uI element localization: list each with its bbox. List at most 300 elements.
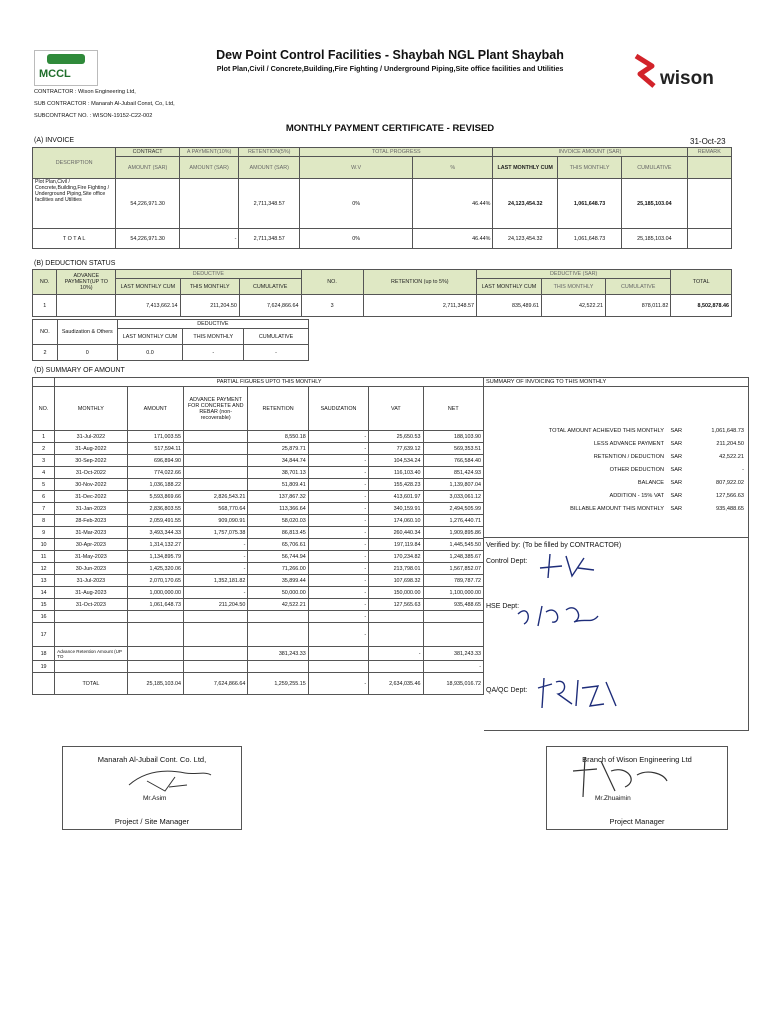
summary-cell: 517,594.11 — [127, 443, 183, 455]
summary-row — [33, 551, 484, 563]
invoicing-currency: SAR — [670, 428, 682, 434]
mccl-logo — [34, 50, 98, 86]
summary-h-empty — [33, 378, 55, 387]
summary-cell: 789,787.72 — [423, 575, 483, 587]
summary-cell: - — [308, 431, 368, 443]
summary-cell: - — [183, 551, 247, 563]
summary-row — [33, 611, 484, 623]
qaqc-dept-signature — [532, 674, 622, 714]
summary-cell: 1,276,440.71 — [423, 515, 483, 527]
summary-cell: 15 — [33, 599, 55, 611]
saud-h-last: LAST MONTHLY CUM — [117, 329, 183, 345]
summary-cell: 42,522.21 — [248, 599, 308, 611]
summary-cell: - — [308, 467, 368, 479]
summary-cell: 31-May-2023 — [55, 551, 127, 563]
deduction-h-cum2: CUMULATIVE — [605, 279, 670, 295]
summary-cell: 5 — [33, 479, 55, 491]
summary-total-cell: - — [308, 673, 368, 695]
summary-h-vat: VAT — [369, 387, 423, 431]
subcontract-no-line: SUBCONTRACT NO. : WISON-19152-C22-002 — [34, 113, 153, 119]
summary-cell — [183, 455, 247, 467]
control-dept-signature — [532, 548, 602, 582]
invoicing-currency: SAR — [670, 454, 682, 460]
summary-cell: 7 — [33, 503, 55, 515]
summary-cell: 30-Apr-2023 — [55, 539, 127, 551]
summary-cell: - — [308, 539, 368, 551]
invoicing-summary-row — [484, 467, 748, 480]
summary-cell: 127,565.63 — [369, 599, 423, 611]
summary-cell: 18 — [33, 647, 55, 661]
summary-cell: - — [308, 599, 368, 611]
subcontractor-name: Mr.Asim — [143, 795, 167, 802]
summary-cell: 171,003.55 — [127, 431, 183, 443]
summary-cell: 851,424.93 — [423, 467, 483, 479]
summary-cell: 211,204.50 — [183, 599, 247, 611]
summary-cell: 2,070,170.65 — [127, 575, 183, 587]
invoice-total-cell: - — [179, 229, 239, 249]
summary-cell: 71,266.00 — [248, 563, 308, 575]
invoicing-currency: SAR — [670, 480, 682, 486]
summary-cell: 31-Jul-2022 — [55, 431, 127, 443]
summary-cell: 696,894.90 — [127, 455, 183, 467]
deduction-h-no2: NO. — [301, 270, 363, 295]
subcontractor-signature-box — [62, 746, 242, 830]
section-b-label: (B) DEDUCTION STATUS — [34, 260, 116, 267]
summary-cell — [369, 661, 423, 673]
summary-total-blank — [33, 673, 55, 695]
deduction-h-retention: RETENTION (up to 5%) — [363, 270, 476, 295]
invoicing-summary-panel — [484, 377, 749, 538]
summary-cell: 65,706.61 — [248, 539, 308, 551]
summary-cell: 174,060.10 — [369, 515, 423, 527]
invoicing-currency: SAR — [670, 493, 682, 499]
summary-cell: 213,798.01 — [369, 563, 423, 575]
summary-cell — [55, 661, 127, 673]
summary-h-no: NO. — [33, 387, 55, 431]
summary-cell: - — [308, 611, 368, 623]
summary-cell: 31-Aug-2022 — [55, 443, 127, 455]
summary-cell: 56,744.94 — [248, 551, 308, 563]
invoice-h-description: DESCRIPTION — [33, 148, 116, 179]
deduction-h-last: LAST MONTHLY CUM — [116, 279, 180, 295]
summary-cell — [183, 467, 247, 479]
summary-h-retention: RETENTION — [248, 387, 308, 431]
summary-cell: 31-Oct-2023 — [55, 599, 127, 611]
contractor-line: CONTRACTOR : Wison Engineering Ltd, — [34, 89, 136, 95]
summary-cell: 197,119.84 — [369, 539, 423, 551]
invoicing-summary-row — [484, 506, 748, 519]
invoice-total-cell: 25,185,103.04 — [622, 229, 687, 249]
section-d-label: (D) SUMMARY OF AMOUNT — [34, 367, 125, 374]
invoice-cell: 0% — [300, 179, 413, 229]
deduction-h-deductive-sar: DEDUCTIVE (SAR) — [476, 270, 670, 279]
summary-row — [33, 443, 484, 455]
summary-h-net: NET — [423, 387, 483, 431]
deduction-h-total: TOTAL — [671, 270, 732, 295]
summary-cell: - — [183, 587, 247, 599]
summary-cell: 4 — [33, 467, 55, 479]
saudization-table — [32, 319, 309, 361]
summary-cell — [423, 611, 483, 623]
summary-cell: 1 — [33, 431, 55, 443]
summary-cell: 31-Oct-2022 — [55, 467, 127, 479]
summary-cell: 14 — [33, 587, 55, 599]
summary-cell: 2 — [33, 443, 55, 455]
summary-cell: 3 — [33, 455, 55, 467]
wison-logo-icon — [630, 52, 664, 92]
summary-cell: 774,022.66 — [127, 467, 183, 479]
summary-row — [33, 455, 484, 467]
saud-h-cum: CUMULATIVE — [244, 329, 309, 345]
certificate-title: MONTHLY PAYMENT CERTIFICATE - REVISED — [285, 123, 495, 134]
hse-dept-label: HSE Dept: — [486, 603, 520, 610]
deduction-h-cum: CUMULATIVE — [239, 279, 301, 295]
summary-cell: - — [308, 455, 368, 467]
invoicing-value: 211,204.50 — [716, 441, 744, 447]
contractor-role: Project Manager — [609, 817, 665, 826]
invoice-h-this: THIS MONTHLY — [557, 157, 621, 179]
summary-cell: 3,033,061.12 — [423, 491, 483, 503]
deduction-cell: 7,624,866.64 — [239, 295, 301, 317]
invoicing-summary-row — [484, 441, 748, 454]
deduction-cell: 1 — [33, 295, 57, 317]
verified-by-label: Verified by: (To be filled by CONTRACTOR) — [486, 542, 622, 549]
invoicing-summary-items — [484, 428, 748, 519]
deduction-cell: 2,711,348.57 — [363, 295, 476, 317]
summary-total-row — [33, 673, 484, 695]
deduction-h-last2: LAST MONTHLY CUM — [476, 279, 541, 295]
summary-cell: - — [308, 515, 368, 527]
invoice-total-cell: 1,061,648.73 — [557, 229, 621, 249]
summary-cell: 1,061,648.73 — [127, 599, 183, 611]
summary-cell: 51,809.41 — [248, 479, 308, 491]
summary-cell — [248, 623, 308, 647]
contractor-signature — [567, 751, 687, 801]
summary-cell: 2,059,491.55 — [127, 515, 183, 527]
summary-cell: 2,826,543.21 — [183, 491, 247, 503]
document-header-subtitle: Plot Plan,Civil / Concrete,Building,Fire Fighting / Underground Piping,Site office facilities and Utilities — [216, 64, 564, 73]
invoice-h-contract: CONTRACT — [116, 148, 180, 157]
summary-row — [33, 599, 484, 611]
invoice-cell — [179, 179, 239, 229]
summary-cell: 1,425,320.06 — [127, 563, 183, 575]
invoicing-currency: SAR — [670, 467, 682, 473]
summary-cell: - — [308, 563, 368, 575]
summary-cell: 28-Feb-2023 — [55, 515, 127, 527]
deduction-cell: 211,204.50 — [180, 295, 239, 317]
summary-cell — [183, 431, 247, 443]
summary-cell: 766,584.40 — [423, 455, 483, 467]
summary-cell: 34,844.74 — [248, 455, 308, 467]
deduction-h-this2: THIS MONTHLY — [541, 279, 605, 295]
summary-cell — [423, 623, 483, 647]
summary-cell: 12 — [33, 563, 55, 575]
invoice-h-cum: CUMULATIVE — [622, 157, 687, 179]
invoice-row — [33, 179, 732, 229]
summary-cell: 30-Sep-2022 — [55, 455, 127, 467]
invoice-cell: 54,226,971.30 — [116, 179, 180, 229]
summary-row — [33, 647, 484, 661]
summary-cell: - — [308, 575, 368, 587]
certificate-date: 31-Oct-23 — [690, 137, 726, 146]
deduction-cell: 7,413,662.14 — [116, 295, 180, 317]
summary-cell: 31-Jul-2023 — [55, 575, 127, 587]
summary-cell: 10 — [33, 539, 55, 551]
summary-cell — [308, 661, 368, 673]
invoice-h-retention: RETENTION(5%) — [239, 148, 300, 157]
summary-cell: 50,000.00 — [248, 587, 308, 599]
summary-cell: - — [308, 443, 368, 455]
summary-cell — [369, 623, 423, 647]
summary-cell: 13 — [33, 575, 55, 587]
summary-cell — [127, 661, 183, 673]
summary-cell — [183, 623, 247, 647]
summary-cell: 909,090.91 — [183, 515, 247, 527]
deduction-row — [33, 295, 732, 317]
summary-cell — [248, 611, 308, 623]
summary-cell: - — [183, 563, 247, 575]
summary-row — [33, 623, 484, 647]
summary-cell: 30-Nov-2022 — [55, 479, 127, 491]
summary-partial-label: PARTIAL FIGURES UPTO THIS MONTHLY — [55, 378, 484, 387]
invoice-h-advance: A PAYMENT(10%) — [179, 148, 239, 157]
summary-cell: 1,100,000.00 — [423, 587, 483, 599]
summary-row — [33, 491, 484, 503]
summary-row — [33, 587, 484, 599]
summary-cell: 31-Dec-2022 — [55, 491, 127, 503]
summary-row — [33, 515, 484, 527]
summary-cell: 31-Mar-2023 — [55, 527, 127, 539]
sub-contractor-line: SUB CONTRACTOR : Manarah Al-Jubail Const, Co, Ltd, — [34, 101, 175, 107]
summary-cell — [55, 611, 127, 623]
summary-cell: 340,159.91 — [369, 503, 423, 515]
deduction-cell: 835,489.61 — [476, 295, 541, 317]
summary-cell: - — [308, 623, 368, 647]
summary-cell: 31-Jan-2023 — [55, 503, 127, 515]
summary-cell: 17 — [33, 623, 55, 647]
summary-table — [32, 377, 484, 695]
summary-cell: - — [423, 661, 483, 673]
saud-h-others: Saudization & Others — [57, 320, 117, 345]
invoicing-summary-row — [484, 493, 748, 506]
control-dept-label: Control Dept: — [486, 558, 528, 565]
summary-cell: 1,139,807.04 — [423, 479, 483, 491]
summary-cell — [369, 611, 423, 623]
summary-cell: 381,243.33 — [423, 647, 483, 661]
summary-cell: - — [308, 503, 368, 515]
invoicing-value: 807,922.02 — [716, 480, 744, 486]
invoice-cell: 24,123,454.32 — [493, 179, 557, 229]
summary-cell — [183, 661, 247, 673]
summary-row — [33, 431, 484, 443]
invoice-total-cell: 0% — [300, 229, 413, 249]
invoicing-value: 42,522.21 — [719, 454, 744, 460]
wison-logo-text: wison — [660, 68, 714, 89]
summary-cell: 1,909,895.86 — [423, 527, 483, 539]
summary-cell: 935,488.65 — [423, 599, 483, 611]
summary-row — [33, 563, 484, 575]
deduction-cell — [57, 295, 116, 317]
invoice-total-cell: 2,711,348.57 — [239, 229, 300, 249]
summary-cell: 137,867.32 — [248, 491, 308, 503]
verification-panel — [484, 536, 749, 731]
mccl-logo-mark — [47, 54, 85, 64]
summary-cell: - — [308, 479, 368, 491]
summary-cell: 1,352,181.82 — [183, 575, 247, 587]
invoicing-value: 127,566.63 — [716, 493, 744, 499]
summary-cell: 31-Aug-2023 — [55, 587, 127, 599]
summary-cell: - — [308, 587, 368, 599]
summary-cell: 5,593,869.66 — [127, 491, 183, 503]
invoicing-label: LESS ADVANCE PAYMENT — [594, 441, 664, 447]
summary-cell — [248, 661, 308, 673]
saud-cell: - — [244, 345, 309, 361]
summary-cell: 25,879.71 — [248, 443, 308, 455]
summary-cell — [183, 611, 247, 623]
summary-cell — [127, 611, 183, 623]
invoicing-summary-row — [484, 480, 748, 493]
summary-cell: 35,899.44 — [248, 575, 308, 587]
summary-row — [33, 503, 484, 515]
invoice-total-label: T O T A L — [33, 229, 116, 249]
contractor-company: Branch of Wison Engineering Ltd — [582, 755, 692, 764]
saud-cell: 0 — [57, 345, 117, 361]
summary-row — [33, 479, 484, 491]
summary-cell — [55, 623, 127, 647]
deduction-h-this: THIS MONTHLY — [180, 279, 239, 295]
saud-h-no: NO. — [33, 320, 58, 345]
invoicing-currency: SAR — [670, 506, 682, 512]
summary-cell: - — [308, 491, 368, 503]
invoicing-value: 1,061,648.73 — [711, 428, 744, 434]
document-header-title: Dew Point Control Facilities - Shaybah NGL Plant Shaybah — [216, 48, 564, 62]
deduction-cell: 3 — [301, 295, 363, 317]
invoicing-label: OTHER DEDUCTION — [609, 467, 664, 473]
summary-cell: 38,701.13 — [248, 467, 308, 479]
invoice-description: Plot Plan,Civil / Concrete,Building,Fire Fighting / Underground Piping,Site office facilities and Utilities — [33, 179, 116, 229]
summary-cell: 25,650.53 — [369, 431, 423, 443]
summary-cell: 568,770.64 — [183, 503, 247, 515]
summary-cell: 77,639.12 — [369, 443, 423, 455]
summary-cell: 2,494,505.99 — [423, 503, 483, 515]
summary-row — [33, 575, 484, 587]
summary-cell: 113,366.64 — [248, 503, 308, 515]
summary-cell: 58,020.03 — [248, 515, 308, 527]
invoice-total-row — [33, 229, 732, 249]
summary-cell: 116,103.40 — [369, 467, 423, 479]
saud-cell: 0.0 — [117, 345, 183, 361]
deduction-cell: 42,522.21 — [541, 295, 605, 317]
summary-cell: 6 — [33, 491, 55, 503]
summary-cell — [127, 647, 183, 661]
summary-cell: 16 — [33, 611, 55, 623]
summary-row — [33, 467, 484, 479]
summary-cell — [308, 647, 368, 661]
summary-cell: 107,698.32 — [369, 575, 423, 587]
summary-h-amount: AMOUNT — [127, 387, 183, 431]
invoicing-label: RETENTION / DEDUCTION — [593, 454, 664, 460]
summary-row — [33, 539, 484, 551]
deduction-cell: 878,011.82 — [605, 295, 670, 317]
summary-total-cell: 7,624,866.64 — [183, 673, 247, 695]
summary-cell: 155,428.23 — [369, 479, 423, 491]
summary-cell: 11 — [33, 551, 55, 563]
qaqc-dept-label: QA/QC Dept: — [486, 687, 528, 694]
summary-row — [33, 527, 484, 539]
invoice-h-blank — [687, 157, 731, 179]
subcontractor-company: Manarah Al-Jubail Cont. Co. Ltd, — [97, 755, 207, 764]
invoicing-label: BALANCE — [637, 480, 664, 486]
summary-cell: - — [369, 647, 423, 661]
deduction-table — [32, 269, 732, 317]
wison-logo — [630, 52, 726, 96]
summary-cell: 8,550.18 — [248, 431, 308, 443]
summary-cell: 1,134,895.79 — [127, 551, 183, 563]
deduction-h-deductive: DEDUCTIVE — [116, 270, 301, 279]
summary-row — [33, 661, 484, 673]
subcontractor-signature — [125, 761, 215, 797]
section-a-label: (A) INVOICE — [34, 137, 75, 144]
hse-dept-signature — [514, 598, 604, 632]
summary-cell: 150,000.00 — [369, 587, 423, 599]
invoice-h-remark: REMARK — [687, 148, 731, 157]
summary-cell: 19 — [33, 661, 55, 673]
summary-cell: 1,314,132.27 — [127, 539, 183, 551]
deduction-h-advance: ADVANCE PAYMENT(UP TO 10%) — [57, 270, 116, 295]
deduction-h-no: NO. — [33, 270, 57, 295]
invoice-cell: 46.44% — [413, 179, 493, 229]
summary-cell: 2,836,803.55 — [127, 503, 183, 515]
invoicing-label: TOTAL AMOUNT ACHIEVED THIS MONTHLY — [548, 428, 664, 434]
invoicing-summary-label: SUMMARY OF INVOICING TO THIS MONTHLY — [484, 378, 748, 387]
saud-h-this: THIS MONTHLY — [183, 329, 244, 345]
contractor-name: Mr.Zhuaimin — [595, 795, 631, 802]
summary-cell: 1,445,545.50 — [423, 539, 483, 551]
invoicing-currency: SAR — [670, 441, 682, 447]
summary-cell: Advance Retention Amount (UP TO — [55, 647, 127, 661]
summary-total-cell: 25,185,103.04 — [127, 673, 183, 695]
invoicing-label: ADDITION - 15% VAT — [609, 493, 664, 499]
summary-cell: 569,353.51 — [423, 443, 483, 455]
summary-cell: 381,243.33 — [248, 647, 308, 661]
summary-cell: 1,000,000.00 — [127, 587, 183, 599]
invoice-total-cell: 46.44% — [413, 229, 493, 249]
invoice-total-cell: 54,226,971.30 — [116, 229, 180, 249]
summary-cell: 1,036,188.22 — [127, 479, 183, 491]
summary-cell: 30-Jun-2023 — [55, 563, 127, 575]
invoice-h-amount: AMOUNT (SAR) — [239, 157, 300, 179]
saud-h-deductive: DEDUCTIVE — [117, 320, 308, 329]
invoicing-value: 935,488.65 — [716, 506, 744, 512]
invoicing-summary-row — [484, 428, 748, 441]
summary-cell: 1,567,852.07 — [423, 563, 483, 575]
invoice-h-last: LAST MONTHLY CUM — [493, 157, 557, 179]
invoice-table — [32, 147, 732, 249]
deduction-cell: 8,502,878.46 — [671, 295, 732, 317]
invoicing-summary-row — [484, 454, 748, 467]
mccl-logo-text: MCCL — [39, 68, 71, 80]
summary-total-cell: 2,634,035.46 — [369, 673, 423, 695]
summary-h-saudization: SAUDIZATION — [308, 387, 368, 431]
invoice-cell: 1,061,648.73 — [557, 179, 621, 229]
invoice-h-total-progress: TOTAL PROGRESS — [300, 148, 493, 157]
subcontractor-role: Project / Site Manager — [114, 817, 190, 826]
invoice-total-remark — [687, 229, 731, 249]
summary-cell: 3,493,344.33 — [127, 527, 183, 539]
summary-cell — [183, 443, 247, 455]
saud-cell: 2 — [33, 345, 58, 361]
summary-cell — [127, 623, 183, 647]
